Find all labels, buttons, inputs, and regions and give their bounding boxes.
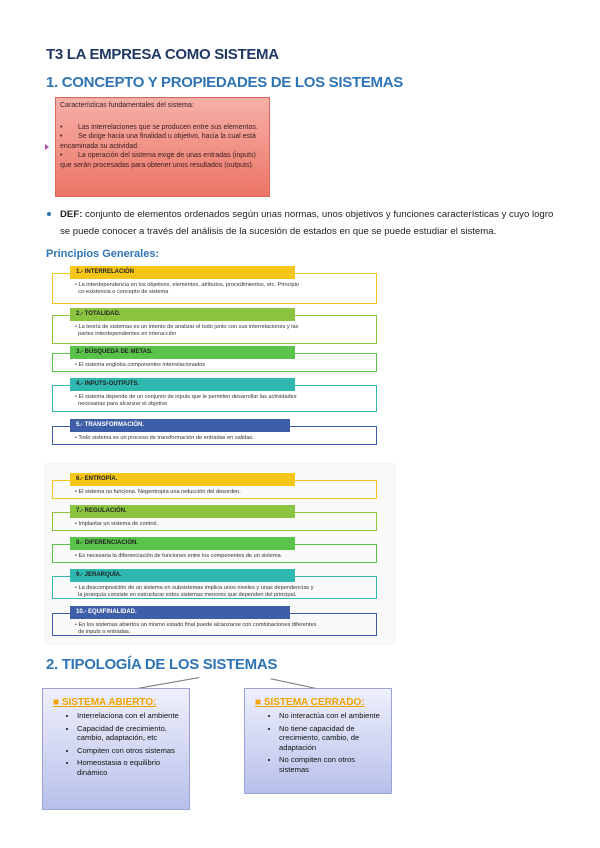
list-item: • No compiten con otros sistemas: [279, 755, 385, 774]
principle-description: • Es necesaria la diferenciación de funciones entre los componentes de un sistema.: [52, 544, 377, 563]
list-item: • Interrelaciona con el ambiente: [77, 711, 183, 721]
principle-label: 10.- EQUIFINALIDAD.: [70, 606, 290, 619]
list-item: • No tiene capacidad de crecimiento, cambio, de adaptación: [279, 724, 385, 753]
principle-description: • En los sistemas abiertos un mismo estado final puede alcanzarse con combinaciones diferentes de inputs o entradas.: [52, 613, 377, 636]
principle-label: 7.- REGULACIÓN.: [70, 505, 295, 518]
open-system-title: ■ SISTEMA ABIERTO:: [53, 697, 157, 708]
def-term: DEF:: [60, 209, 83, 220]
principle-description: • El sistema depende de un conjunto de inputs que le permiten desarrollar las actividades necesarias para alcanzar el objetivo: [52, 385, 377, 412]
principle-label: 6.- ENTROPÍA.: [70, 473, 295, 486]
principle-item: [52, 569, 377, 599]
principle-label: 8.- DIFERENCIACIÓN.: [70, 537, 295, 550]
characteristics-box: [55, 97, 270, 197]
principle-label: 5.- TRANSFORMACIÓN.: [70, 419, 290, 432]
definition: [60, 206, 560, 240]
page-title: T3 LA EMPRESA COMO SISTEMA: [46, 46, 279, 63]
closed-system-box: [244, 688, 392, 794]
open-system-list: [53, 711, 183, 778]
principle-description: • El sistema no funciona. Negentropía una reducción del desorden.: [52, 480, 377, 499]
list-item: • No interactúa con el ambiente: [279, 711, 385, 721]
characteristic-line: • La operación del sistema exige de unas entradas (inputs) que serán procesadas para obtener unos resultados (outputs).: [60, 152, 258, 169]
principle-description: • El sistema engloba componentes interrelacionados: [52, 353, 377, 372]
list-item: • Compiten con otros sistemas: [77, 746, 183, 756]
closed-system-title: ■ SISTEMA CERRADO:: [255, 697, 365, 708]
def-text: conjunto de elementos ordenados según unas normas, unos objetivos y funciones características y cuyo logro se puede conocer a través del análisis de la sucesión de estados en que se puede estudiar el sistema.: [60, 209, 554, 237]
principle-label: 1.- INTERRELACIÓN: [70, 266, 295, 279]
principle-item: [52, 419, 377, 445]
side-marker: [45, 144, 49, 150]
open-system-box: [42, 688, 190, 810]
principle-item: [52, 505, 377, 531]
principle-description: • Todo sistema es un proceso de transformación de entradas en salidas.: [52, 426, 377, 445]
principle-description: • La teoría de sistemas es un intento de analizar el todo junto con sus interrelaciones y las partes interdependientes en interacción: [52, 315, 377, 344]
principle-item: [52, 266, 377, 304]
principle-item: [52, 537, 377, 563]
principles-title: Principios Generales:: [46, 248, 160, 260]
principle-label: 9.- JERARQUÍA.: [70, 569, 295, 582]
principle-label: 2.- TOTALIDAD.: [70, 308, 295, 321]
principle-label: 4.- INPUTS-OUTPUTS.: [70, 378, 295, 391]
principle-description: • La descomposición de un sistema en subsistemas implica unos niveles y unas dependencias y la jerarquía consiste en estructurar estos sistemas menores que dependen del principal.: [52, 576, 377, 599]
principle-item: [52, 308, 377, 344]
closed-system-list: [255, 711, 385, 775]
principle-item: [52, 378, 377, 412]
list-item: • Homeostasia o equilibrio dinámico: [77, 758, 183, 777]
section-2-heading: 2. TIPOLOGÍA DE LOS SISTEMAS: [46, 656, 278, 673]
def-bullet: [47, 212, 51, 216]
characteristics-heading: Características fundamentales del sistema:: [60, 102, 194, 109]
principle-item: [52, 606, 377, 636]
principle-item: [52, 346, 377, 372]
principle-description: • Implantar un sistema de control.: [52, 512, 377, 531]
characteristic-line: • Se dirige hacia una finalidad u objetivo, hacia la cual está encaminada su actividad.: [60, 133, 258, 150]
characteristic-line: • Las interrelaciones que se producen entre sus elementos.: [60, 123, 258, 131]
principle-description: • La interdependencia en los objetivos, elementos, atributos, procedimientos, etc. Principio co-existencia o concepto de sistema: [52, 273, 377, 304]
principle-label: 3.- BÚSQUEDA DE METAS.: [70, 346, 295, 359]
section-1-heading: 1. CONCEPTO Y PROPIEDADES DE LOS SISTEMAS: [46, 74, 403, 91]
list-item: • Capacidad de crecimiento, cambio, adaptación, etc: [77, 724, 183, 743]
principle-item: [52, 473, 377, 499]
